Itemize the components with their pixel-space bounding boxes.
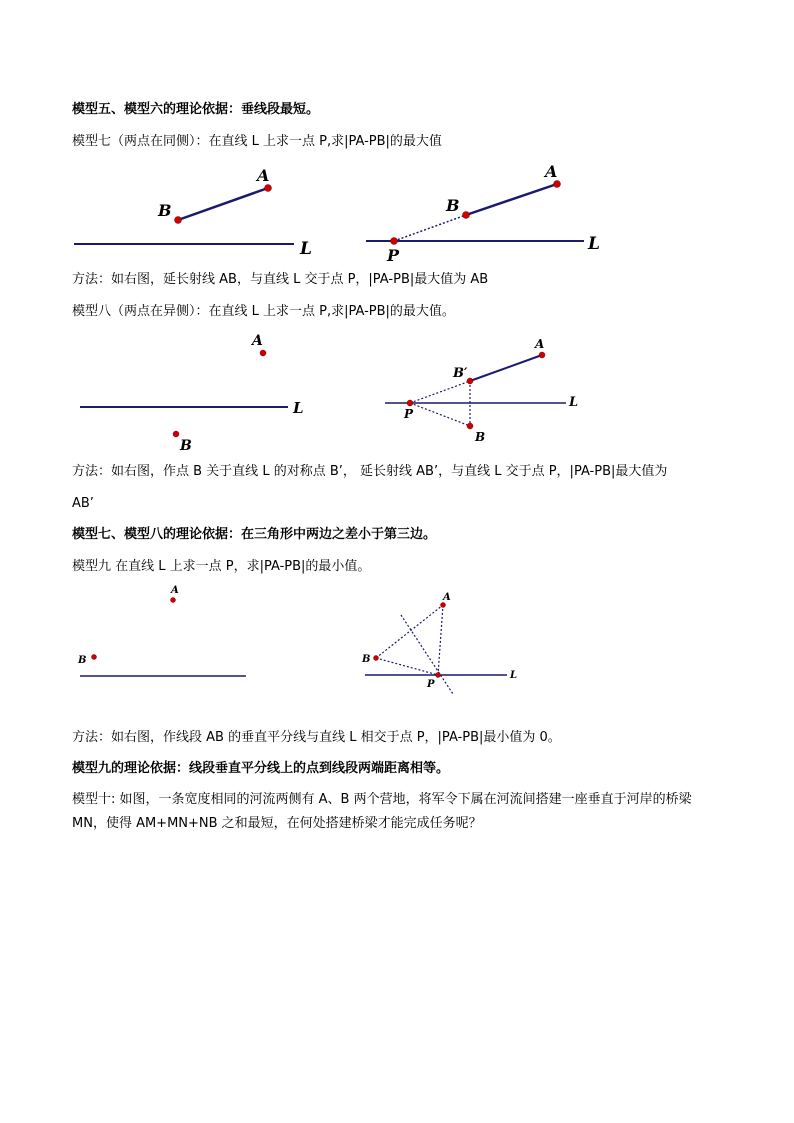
label-b: B xyxy=(362,654,371,665)
point-b xyxy=(92,655,97,660)
theory-basis-7-8: 模型七、模型八的理论依据：在三角形中两边之差小于第三边。 xyxy=(72,527,437,542)
theory-basis-9: 模型九的理论依据：线段垂直平分线上的点到线段两端距离相等。 xyxy=(72,761,450,776)
point-a xyxy=(539,352,545,358)
label-l: L xyxy=(293,399,304,417)
label-a: A xyxy=(545,162,558,181)
label-b: B xyxy=(78,655,87,666)
label-b: B xyxy=(180,438,192,454)
figure-model-7-right xyxy=(360,160,620,265)
point-b xyxy=(374,656,379,661)
point-b xyxy=(467,423,473,429)
label-b: B xyxy=(446,196,460,215)
model-10-text: 模型十: 如图，一条宽度相同的河流两侧有 A、B 两个营地，将军令下属在河流间搭建一座垂直于河岸的桥梁 MN，使得 AM+MN+NB 之和最短，在何处搭建桥梁才能完成任务呢？ xyxy=(72,792,692,831)
point-a xyxy=(260,350,266,356)
label-l: L xyxy=(510,670,518,681)
point-p xyxy=(436,673,441,678)
theory-basis-5-6: 模型五、模型六的理论依据：垂线段最短。 xyxy=(72,102,320,117)
point-a xyxy=(554,181,561,188)
point-b xyxy=(175,217,182,224)
label-p: P xyxy=(427,679,435,690)
label-p: P xyxy=(404,407,414,421)
model-7-title: 模型七（两点在同侧）：在直线 L 上求一点 P,求|PA-PB|的最大值 xyxy=(72,134,442,149)
figure-model-9-left xyxy=(70,583,260,683)
point-a xyxy=(171,598,176,603)
model-9-title: 模型九 在直线 L 上求一点 P，求|PA-PB|的最小值。 xyxy=(72,559,371,574)
model-7-method: 方法：如右图，延长射线 AB，与直线 L 交于点 P，|PA-PB|最大值为 AB xyxy=(72,272,489,287)
point-b xyxy=(173,431,179,437)
model-8-title: 模型八（两点在异侧）：在直线 L 上求一点 P,求|PA-PB|的最大值。 xyxy=(72,304,455,319)
point-a xyxy=(441,603,446,608)
point-p xyxy=(407,400,413,406)
figure-model-8-left xyxy=(70,330,330,455)
model-8-method-line-2: AB’ xyxy=(72,496,94,511)
label-a: A xyxy=(252,333,263,349)
label-b: B xyxy=(158,201,172,220)
point-b xyxy=(463,212,470,219)
figure-model-8-right xyxy=(380,335,610,450)
label-p: P xyxy=(387,246,400,265)
label-l: L xyxy=(569,395,579,410)
figure-model-7-left xyxy=(70,165,330,260)
label-a: A xyxy=(171,585,179,596)
model-8-method-line-1: 方法：如右图，作点 B 关于直线 L 的对称点 B’， 延长射线 AB’，与直线 L 交于点 P，|PA-PB|最大值为 xyxy=(72,464,668,479)
point-b-prime xyxy=(467,378,473,384)
figure-model-9-right xyxy=(355,588,535,698)
label-a: A xyxy=(535,337,545,351)
label-b-prime: B′ xyxy=(453,366,468,381)
label-a: A xyxy=(257,166,270,185)
label-b: B xyxy=(475,430,486,444)
point-a xyxy=(265,185,272,192)
model-9-method: 方法：如右图，作线段 AB 的垂直平分线与直线 L 相交于点 P，|PA-PB|最小值为 0。 xyxy=(72,730,561,745)
label-a: A xyxy=(443,592,451,603)
point-p xyxy=(391,238,398,245)
label-l: L xyxy=(588,234,600,254)
label-l: L xyxy=(300,239,312,259)
